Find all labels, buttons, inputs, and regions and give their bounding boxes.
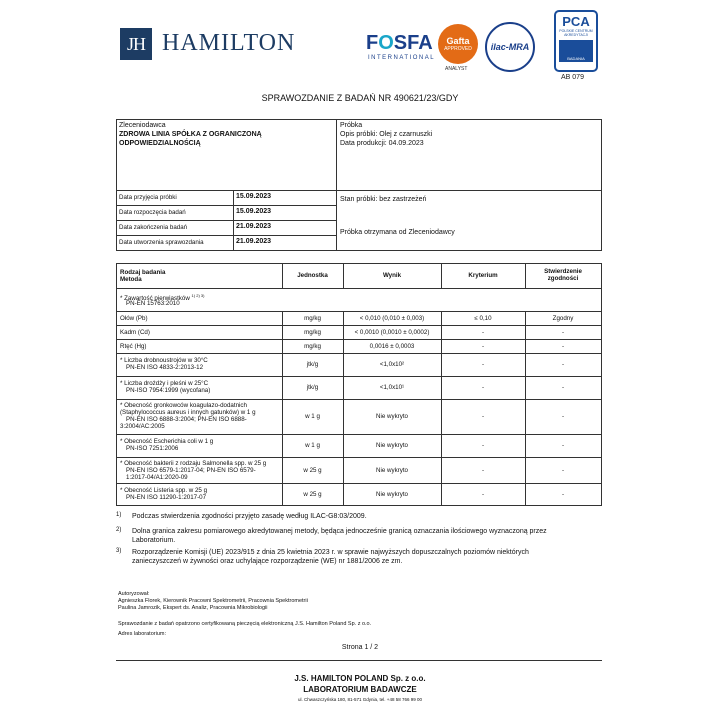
- authorized-person: Paulina Jamrozik, Ekspert ds. Analiz, Pracownia Mikrobiologii: [118, 605, 268, 611]
- client-name-cont: ODPOWIEDZIALNOŚCIĄ: [119, 140, 201, 147]
- table-row-conformity: Zgodny: [552, 315, 574, 322]
- header-method: Metoda: [120, 276, 142, 283]
- table-row-unit: w 25 g: [303, 467, 322, 474]
- table-row-unit: w 25 g: [303, 491, 322, 498]
- table-row-criterion: -: [481, 361, 485, 368]
- footnote-number: 2): [116, 527, 122, 533]
- header-unit: Jednostka: [297, 272, 328, 279]
- table-row-test: * Liczba drobnoustrojów w 30°C: [120, 357, 208, 364]
- gafta-logo: Gafta APPROVED: [438, 24, 478, 64]
- table-row-criterion: -: [481, 491, 485, 498]
- date-value: 15.09.2023: [236, 193, 272, 200]
- header-criterion: Kryterium: [468, 272, 498, 279]
- date-value: 15.09.2023: [236, 208, 272, 215]
- table-row-test: * Liczba drożdży i pleśni w 25°C: [120, 380, 209, 387]
- pca-accreditation-logo: PCA POLSKIE CENTRUM AKREDYTACJI BADANIA: [554, 10, 598, 72]
- table-row-test: Kadm (Cd): [120, 329, 150, 336]
- ilac-mra-logo: ilac-MRA: [485, 22, 535, 72]
- date-label: Data utworzenia sprawozdania: [119, 239, 204, 246]
- lab-address-label: Adres laboratorium:: [118, 631, 166, 637]
- footnote-number: 1): [116, 512, 122, 518]
- table-row-criterion: -: [481, 467, 485, 474]
- sample-production-date: Data produkcji: 04.09.2023: [340, 140, 424, 147]
- footnote-text-cont: Laboratorium.: [132, 537, 176, 544]
- table-row-result: <1,0x10²: [379, 361, 405, 368]
- fosfa-logo: FOSFA: [366, 32, 433, 54]
- accreditation-number: AB 079: [561, 74, 584, 81]
- table-row-test: * Obecność Listeria spp. w 25 g: [120, 487, 208, 494]
- table-row-conformity: -: [561, 467, 565, 474]
- footnote-text-cont: zanieczyszczeń w żywności oraz uchylające rozporządzenie (WE) nr 1881/2006 ze zm.: [132, 558, 403, 565]
- table-row-method-cont: 1:2017-04/A1:2020-09: [126, 474, 188, 481]
- sample-description: Opis próbki: Olej z czarnuszki: [340, 131, 433, 138]
- table-row-method-cont: 3:2004/AC:2005: [120, 423, 165, 430]
- date-label: Data rozpoczęcia badań: [119, 209, 186, 216]
- authorized-person: Agnieszka Florek, Kierownik Pracowni Spektrometrii, Pracownia Spektrometrii: [118, 598, 308, 604]
- table-row-result: 0,0016 ± 0,0003: [369, 343, 415, 350]
- date-label: Data przyjęcia próbki: [119, 194, 177, 201]
- table-row-criterion: -: [481, 413, 485, 420]
- table-row-test-cont: (Staphylococcus aureus i innych gatunków) w 1 g: [120, 409, 256, 416]
- sample-state: Stan próbki: bez zastrzeżeń: [340, 196, 427, 203]
- client-label: Zleceniodawca: [119, 122, 166, 129]
- footnote-number: 3): [116, 548, 122, 554]
- table-row-unit: mg/kg: [304, 329, 321, 336]
- table-row-method: PN-EN ISO 6579-1:2017-04; PN-EN ISO 6579-: [126, 467, 256, 474]
- report-info-box: [116, 119, 602, 251]
- table-row-result: Nie wykryto: [376, 491, 408, 498]
- footnote-text: Rozporządzenie Komisji (UE) 2023/915 z dnia 25 kwietnia 2023 r. w sprawie najwyższych dopuszczalnych poziomów niektórych: [132, 549, 529, 556]
- table-row-conformity: -: [561, 491, 565, 498]
- header-conformity-cont: zgodności: [547, 275, 579, 282]
- table-row-method: PN-EN ISO 11290-1:2017-07: [126, 494, 207, 501]
- footer-lab: LABORATORIUM BADAWCZE: [303, 685, 417, 694]
- table-row-test: * Obecność Escherichia coli w 1 g: [120, 438, 214, 445]
- table-row-unit: jtk/g: [306, 384, 319, 391]
- table-row-result: < 0,0010 (0,0010 ± 0,0002): [354, 329, 430, 336]
- hamilton-logo-text: HAMILTON: [162, 30, 296, 56]
- table-row-conformity: -: [561, 343, 565, 350]
- table-row-conformity: -: [561, 329, 565, 336]
- date-value: 21.09.2023: [236, 223, 272, 230]
- report-title: SPRAWOZDANIE Z BADAŃ NR 490621/23/GDY: [261, 93, 459, 103]
- header-conformity: Stwierdzenie: [544, 268, 582, 275]
- authorization-label: Autoryzował:: [118, 591, 150, 597]
- table-row-criterion: ≤ 0,10: [474, 315, 492, 322]
- table-row-test: * Obecność bakterii z rodzaju Salmonella spp. w 25 g: [120, 460, 267, 467]
- table-row-criterion: -: [481, 442, 485, 449]
- table-row-conformity: -: [561, 361, 565, 368]
- table-row-unit: jtk/g: [306, 361, 319, 368]
- table-row-method: PN-EN ISO 4833-2:2013-12: [126, 364, 204, 371]
- table-row-result: Nie wykryto: [376, 467, 408, 474]
- gafta-logo-subtitle: ANALYST: [445, 66, 468, 72]
- table-row-unit: w 1 g: [305, 413, 320, 420]
- fosfa-logo-subtitle: INTERNATIONAL: [368, 55, 436, 61]
- table-row-unit: mg/kg: [304, 315, 321, 322]
- table-row-method: PN-ISO 7251:2006: [126, 445, 179, 452]
- sample-received: Próbka otrzymana od Zleceniodawcy: [340, 229, 455, 236]
- table-row-result: Nie wykryto: [376, 413, 408, 420]
- date-value: 21.09.2023: [236, 238, 272, 245]
- table-row-criterion: -: [481, 329, 485, 336]
- table-row-unit: mg/kg: [304, 343, 321, 350]
- page-number: Strona 1 / 2: [341, 644, 379, 651]
- table-row-result: < 0,010 (0,010 ± 0,003): [359, 315, 425, 322]
- table-row-method: PN-ISO 7954:1999 (wycofana): [126, 387, 211, 394]
- table-row-unit: w 1 g: [305, 442, 320, 449]
- footer-address: ul. Chwaszczyńska 180, 81-571 Gdynia, tel. +48 58 766 99 00: [298, 697, 422, 702]
- table-row-test: * Obecność gronkowców koagulazo-dodatnich: [120, 402, 247, 409]
- table-row-result: <1,0x10¹: [379, 384, 405, 391]
- footnote-text: Dolna granica zakresu pomiarowego akredytowanej metody, będąca jednocześnie granicą oznaczania ilościowego wyznaczoną przez: [132, 528, 547, 535]
- table-row-conformity: -: [561, 413, 565, 420]
- date-label: Data zakończenia badań: [119, 224, 188, 231]
- group-title: * Zawartość pierwiastków $^{1) 2) 3)}$: [120, 293, 205, 303]
- table-row-result: Nie wykryto: [376, 442, 408, 449]
- table-row-test: Rtęć (Hg): [120, 343, 147, 350]
- table-row-test: Ołów (Pb): [120, 315, 148, 322]
- header-test-type: Rodzaj badania: [120, 269, 166, 276]
- header-result: Wynik: [382, 272, 402, 279]
- results-table: [116, 263, 602, 506]
- table-row-conformity: -: [561, 442, 565, 449]
- electronic-seal-note: Sprawozdanie z badań opatrzono certyfikowaną pieczęcią elektroniczną J.S. Hamilton Poland Sp. z o.o.: [118, 621, 372, 627]
- footnote-text: Podczas stwierdzenia zgodności przyjęto zasadę według ILAC-G8:03/2009.: [132, 513, 367, 520]
- pca-badge-icon: BADANIA: [559, 40, 593, 62]
- footer-divider: [116, 660, 602, 661]
- hamilton-logo-icon: JH: [120, 28, 152, 60]
- client-name: ZDROWA LINIA SPÓŁKA Z OGRANICZONĄ: [119, 131, 262, 138]
- table-row-criterion: -: [481, 384, 485, 391]
- group-method: PN-EN 15763:2010: [126, 300, 180, 307]
- sample-label: Próbka: [340, 122, 363, 129]
- table-row-conformity: -: [561, 384, 565, 391]
- table-row-criterion: -: [481, 343, 485, 350]
- table-row-method: PN-EN ISO 6888-3:2004; PN-EN ISO 6888-: [126, 416, 247, 423]
- footer-company: J.S. HAMILTON POLAND Sp. z o.o.: [294, 674, 426, 683]
